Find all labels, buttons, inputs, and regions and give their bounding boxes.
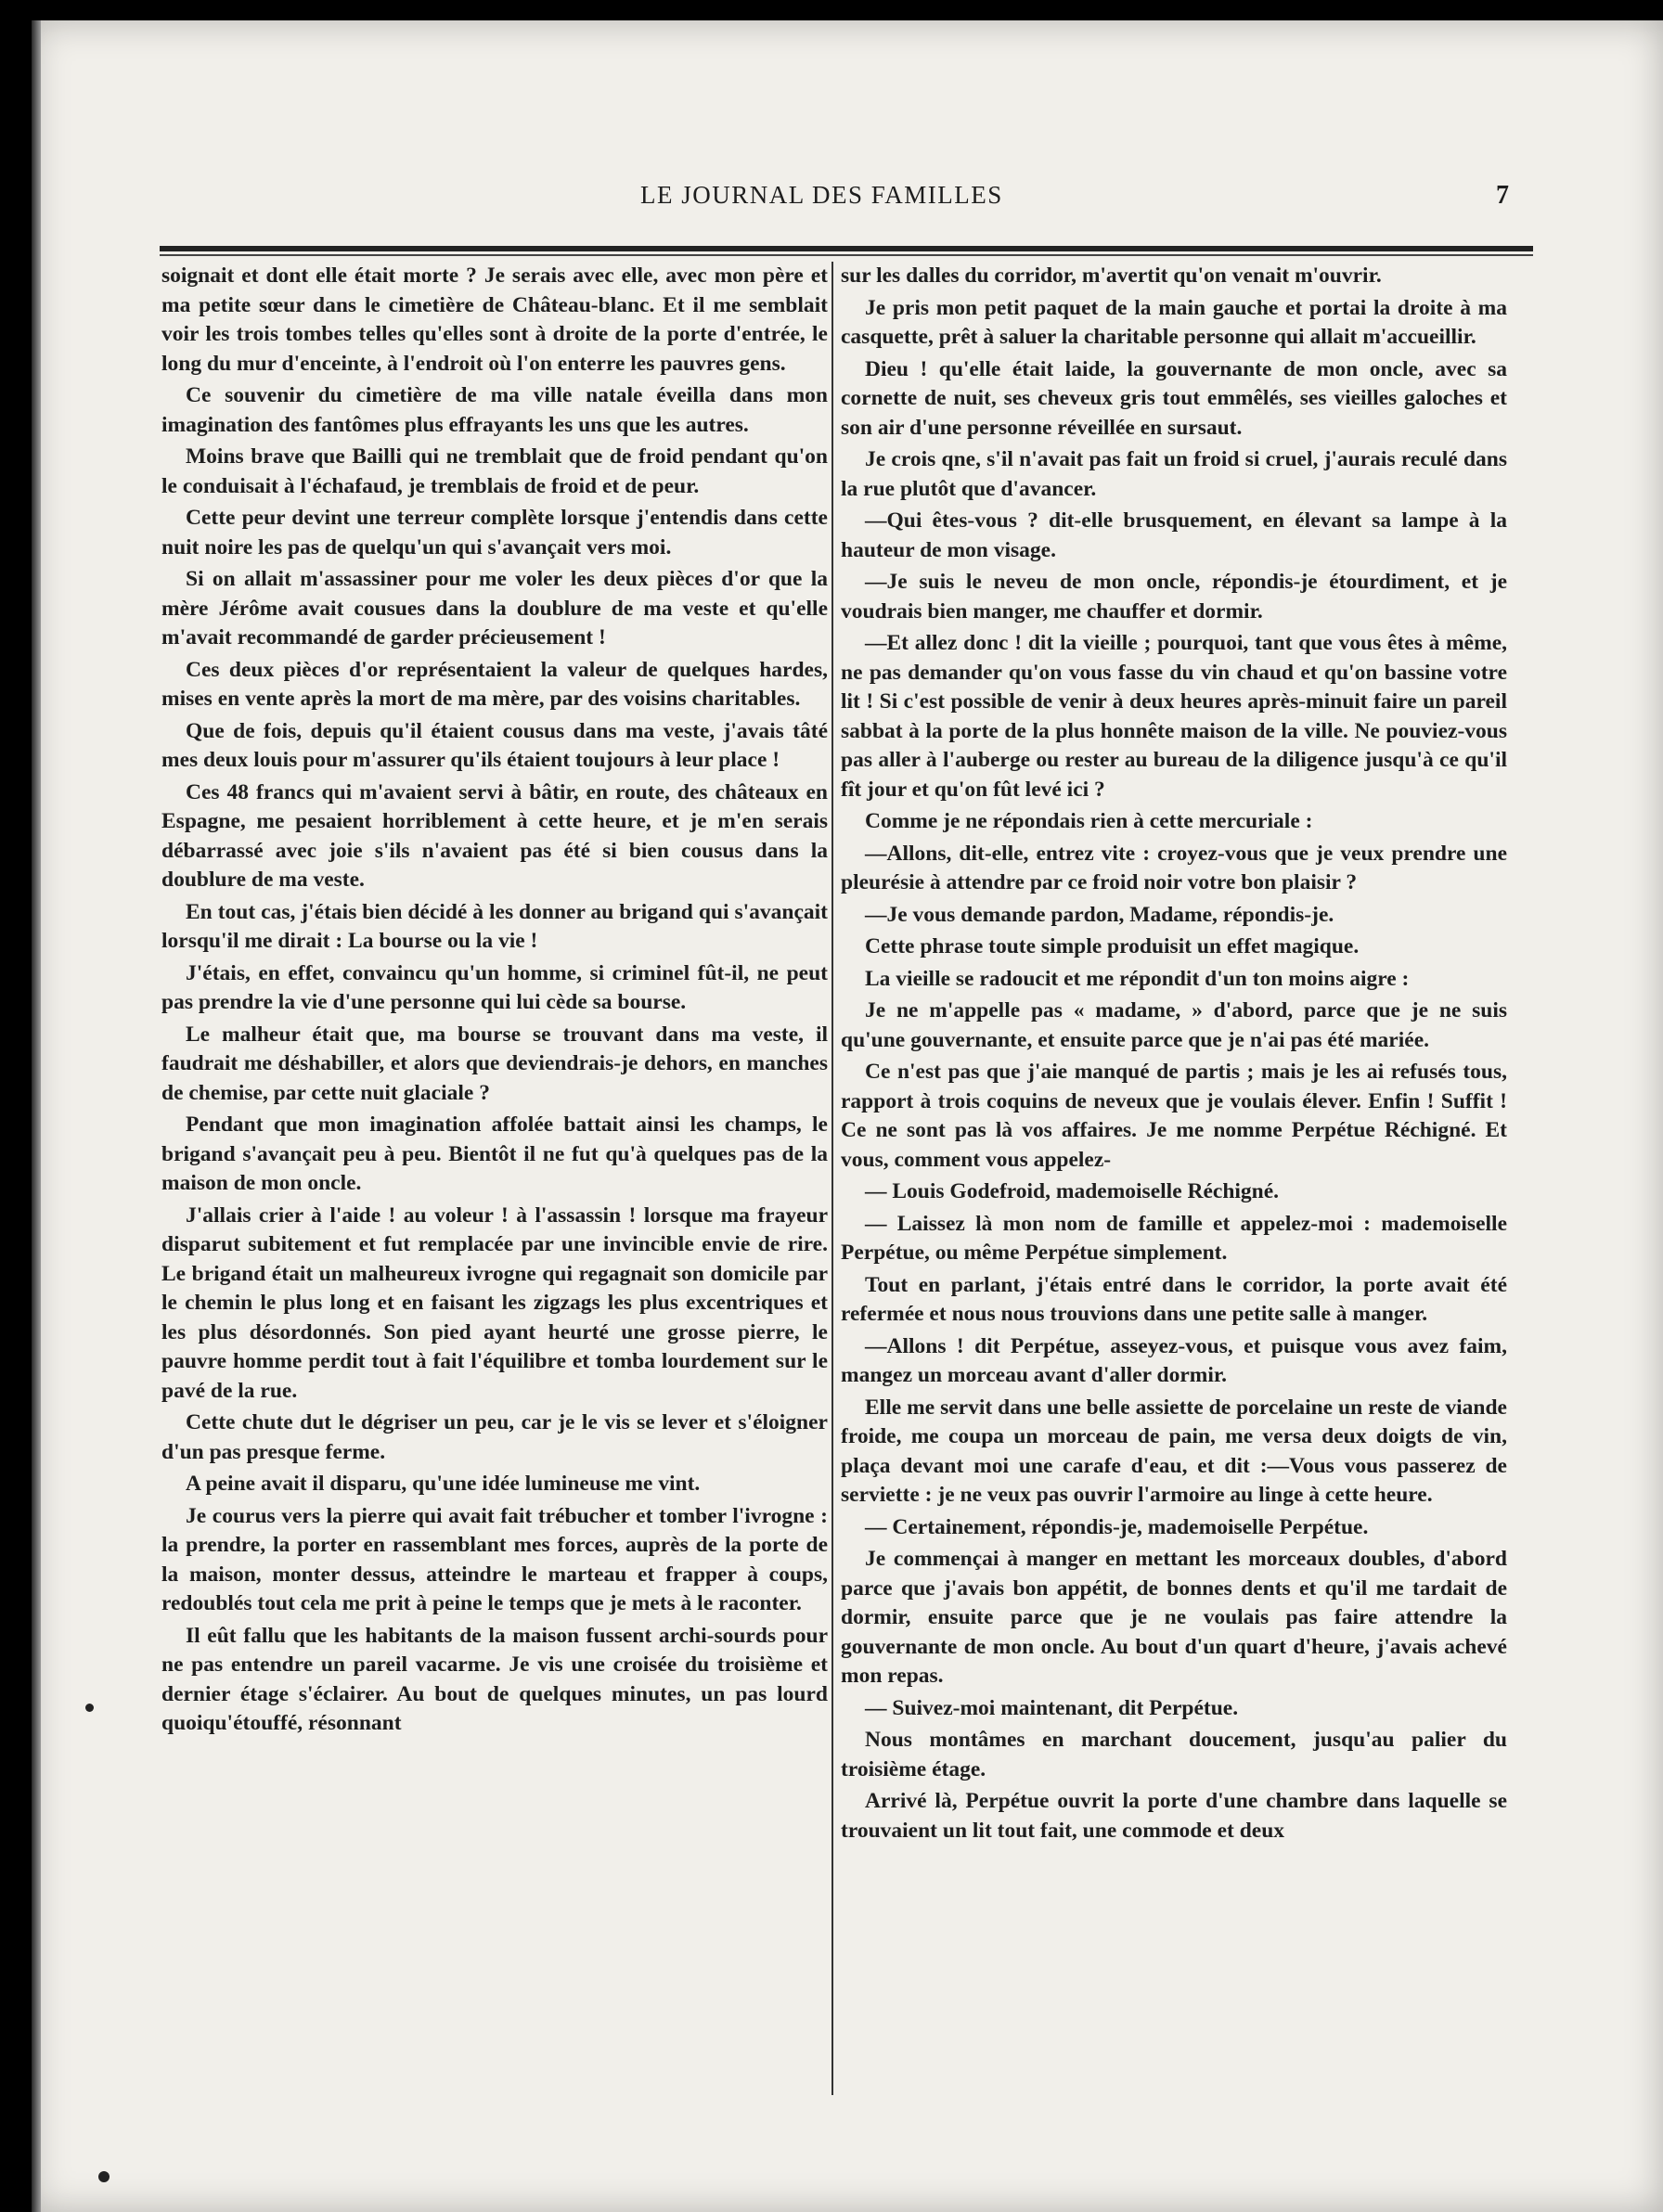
paragraph: —Allons, dit-elle, entrez vite : croyez-vous que je veux prendre une pleurésie à attendre par ce froid noir votre bon plaisir ? (841, 841, 1507, 894)
page-edge-shadow (32, 20, 41, 2212)
paragraph: — Certainement, répondis-je, mademoiselle Perpétue. (865, 1514, 1369, 1539)
paragraph: Je courus vers la pierre qui avait fait trébucher et tomber l'ivrogne : la prendre, la porter en rassemblant mes forces, auprès de la porte de la maison, monter dessus, atteindre le marteau et frapper à coups, redoublés tout cela me prit à peine le temps que je mets à le raconter. (161, 1503, 828, 1615)
paragraph: Ces deux pièces d'or représentaient la valeur de quelques hardes, mises en vente après la mort de ma mère, par des voisins charitables. (161, 657, 828, 711)
paragraph: — Louis Godefroid, mademoiselle Réchigné. (865, 1179, 1280, 1203)
paragraph: J'allais crier à l'aide ! au voleur ! à l'assassin ! lorsque ma frayeur disparut subitement et fut remplacée par une invincible envie de rire. Le brigand était un malheureux ivrogne qui regagnait son domicile par le chemin le plus long et en faisant les zigzags les plus excentriques et les plus désordonnés. Son pied ayant heurté une grosse pierre, le pauvre homme perdit tout à fait l'équilibre et tomba lourdement sur le pavé de la rue. (161, 1202, 828, 1403)
paragraph: Cette peur devint une terreur complète lorsque j'entendis dans cette nuit noire les pas de quelqu'un qui s'avançait vers moi. (161, 506, 828, 559)
paragraph: Moins brave que Bailli qui ne tremblait que de froid pendant qu'on le conduisait à l'échafaud, je tremblais de froid et de peur. (161, 444, 828, 498)
running-header: LE JOURNAL DES FAMILLES (640, 181, 1003, 209)
paragraph: Si on allait m'assassiner pour me voler les deux pièces d'or que la mère Jérôme avait cousues dans la doublure de ma veste et qu'elle m'avait recommandé de garder précieusement ! (161, 567, 828, 649)
left-column (161, 262, 828, 1742)
right-column (841, 262, 1507, 1848)
paragraph: La vieille se radoucit et me répondit d'un ton moins aigre : (865, 966, 1410, 991)
header-rule-thin (160, 254, 1533, 256)
paragraph: soignait et dont elle était morte ? Je serais avec elle, avec mon père et ma petite sœur dans le cimetière de Château-blanc. Et il me semblait voir les trois tombes telles qu'elles sont à droite de la porte d'entrée, le long du mur d'enceinte, à l'endroit où l'on enterre les pauvres gens. (161, 264, 828, 376)
paragraph: Arrivé là, Perpétue ouvrit la porte d'une chambre dans laquelle se trouvaient un lit tout fait, une commode et deux (841, 1789, 1507, 1843)
paragraph: Je commençai à manger en mettant les morceaux doubles, d'abord parce que j'avais bon appétit, de bonnes dents et qu'il me tardait de dormir, ensuite parce que je ne voulais pas faire attendre la gouvernante de mon oncle. Au bout d'un quart d'heure, j'avais achevé mon repas. (841, 1547, 1507, 1688)
paragraph: sur les dalles du corridor, m'avertit qu'on venait m'ouvrir. (841, 264, 1382, 288)
column-divider (832, 262, 833, 2095)
paragraph: —Je vous demande pardon, Madame, répondis-je. (865, 902, 1334, 927)
paragraph: Je pris mon petit paquet de la main gauche et portai la droite à ma casquette, prêt à saluer la charitable personne qui allait m'accueillir. (841, 295, 1507, 349)
paragraph: Il eût fallu que les habitants de la maison fussent archi-sourds pour ne pas entendre un pareil vacarme. Je vis une croisée du troisième et dernier étage s'éclairer. Au bout de quelques minutes, un pas lourd quoiqu'étouffé, résonnant (161, 1623, 828, 1735)
paragraph: — Suivez-moi maintenant, dit Perpétue. (865, 1695, 1239, 1720)
paragraph: Ce n'est pas que j'aie manqué de partis ; mais je les ai refusés tous, rapport à trois coquins de neveux que je voulais élever. Enfin ! Suffit ! Ce ne sont pas là vos affaires. Je me nomme Perpétue Réchigné. Et vous, comment vous appelez- (841, 1060, 1507, 1172)
paragraph: Le malheur était que, ma bourse se trouvant dans ma veste, il faudrait me déshabiller, et alors que deviendrais-je dehors, en manches de chemise, par cette nuit glaciale ? (161, 1022, 828, 1105)
paragraph: J'étais, en effet, convaincu qu'un homme, si criminel fût-il, ne peut pas prendre la vie d'une personne qui lui cède sa bourse. (161, 960, 828, 1014)
paragraph: Ces 48 francs qui m'avaient servi à bâtir, en route, des châteaux en Espagne, me pesaient horriblement à cette heure, et je m'en serais débarrassé avec joie s'ils n'avaient pas été si bien cousus dans la doublure de ma veste. (161, 779, 828, 892)
paragraph: —Allons ! dit Perpétue, asseyez-vous, et puisque vous avez faim, mangez un morceau avant d'aller dormir. (841, 1333, 1507, 1387)
paragraph: Cette phrase toute simple produisit un effet magique. (865, 934, 1360, 958)
header-rule (160, 246, 1533, 251)
paragraph: — Laissez là mon nom de famille et appelez-moi : mademoiselle Perpétue, ou même Perpétue simplement. (841, 1211, 1507, 1265)
paragraph: Ce souvenir du cimetière de ma ville natale éveilla dans mon imagination des fantômes plus effrayants les uns que les autres. (161, 383, 828, 437)
paragraph: Je crois qne, s'il n'avait pas fait un froid si cruel, j'aurais reculé dans la rue plutôt que d'avancer. (841, 447, 1507, 501)
paragraph: Je ne m'appelle pas « madame, » d'abord, parce que je ne suis qu'une gouvernante, et ensuite parce que je n'ai pas été mariée. (841, 998, 1507, 1052)
paragraph: —Qui êtes-vous ? dit-elle brusquement, en élevant sa lampe à la hauteur de mon visage. (841, 508, 1507, 562)
paragraph: Elle me servit dans une belle assiette de porcelaine un reste de viande froide, me coupa un morceau de pain, me versa deux doigts de vin, plaça devant moi une carafe d'eau, et dit :—Vous vous passerez de serviette : je ne veux pas ouvrir l'armoire au linge à cette heure. (841, 1395, 1507, 1507)
paragraph: Comme je ne répondais rien à cette mercuriale : (865, 809, 1313, 833)
paragraph: En tout cas, j'étais bien décidé à les donner au brigand qui s'avançait lorsqu'il me dirait : La bourse ou la vie ! (161, 899, 828, 953)
paragraph: Que de fois, depuis qu'il étaient cousus dans ma veste, j'avais tâté mes deux louis pour m'assurer qu'ils étaient toujours à leur place ! (161, 718, 828, 772)
paragraph: —Je suis le neveu de mon oncle, répondis-je étourdiment, et je voudrais bien manger, me chauffer et dormir. (841, 570, 1507, 624)
paragraph: Cette chute dut le dégriser un peu, car je le vis se lever et s'éloigner d'un pas presque ferme. (161, 1410, 828, 1464)
page-number: 7 (1496, 181, 1509, 210)
ink-speck (98, 2171, 110, 2182)
paragraph: A peine avait il disparu, qu'une idée lumineuse me vint. (186, 1472, 701, 1496)
ink-speck (85, 1704, 94, 1712)
paragraph: Nous montâmes en marchant doucement, jusqu'au palier du troisième étage. (841, 1728, 1507, 1781)
paragraph: Pendant que mon imagination affolée battait ainsi les champs, le brigand s'avançait peu à peu. Bientôt il ne fut qu'à quelques pas de la maison de mon oncle. (161, 1112, 828, 1195)
paragraph: Dieu ! qu'elle était laide, la gouvernante de mon oncle, avec sa cornette de nuit, ses cheveux gris tout emmêlés, ses vieilles galoches et son air d'une personne réveillée en sursaut. (841, 356, 1507, 440)
paragraph: Tout en parlant, j'étais entré dans le corridor, la porte avait été refermée et nous nous trouvions dans une petite salle à manger. (841, 1272, 1507, 1326)
paragraph: —Et allez donc ! dit la vieille ; pourquoi, tant que vous êtes à même, ne pas demander qu'on vous fasse du vin chaud et qu'on bassine votre lit ! Si c'est possible de venir à deux heures après-minuit faire un pareil sabbat à la porte de la plus honnête maison de la ville. Ne pouviez-vous pas aller à l'auberge ou rester au bureau de la diligence jusqu'à ce qu'il fît jour et qu'on fût levé ici ? (841, 631, 1507, 802)
